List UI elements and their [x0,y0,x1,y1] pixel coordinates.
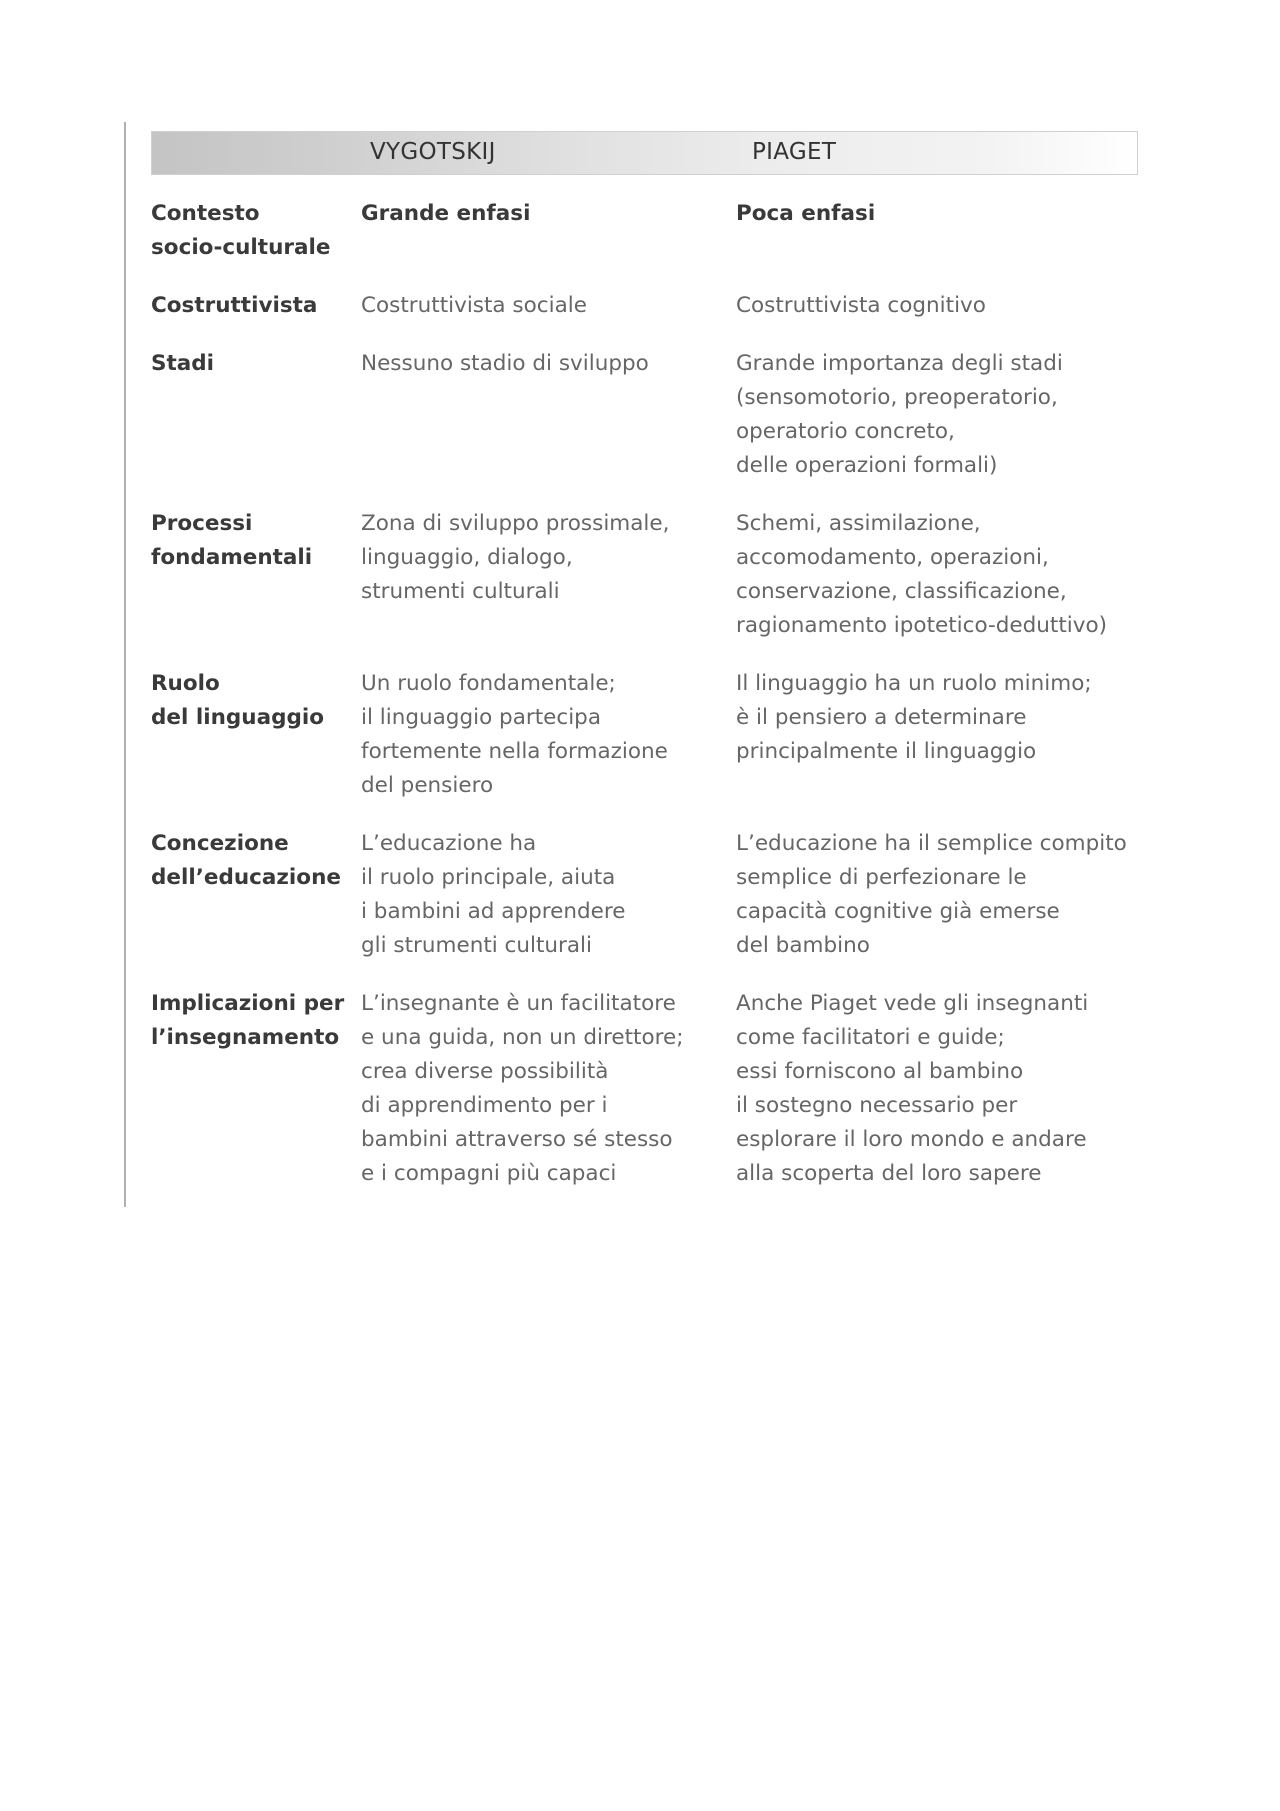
piaget-cell: L’educazione ha il semplice compito semplice di perfezionare le capacità cognitive già emerse del bambino [736,831,1127,958]
row-label: Concezione dell’educazione [151,831,341,890]
piaget-cell: Grande importanza degli stadi (sensomotorio, preoperatorio, operatorio concreto, delle operazioni formali) [736,351,1063,478]
vygotskij-cell: Costruttivista sociale [361,293,587,318]
page-margin-rule [124,122,126,1207]
row-label: Implicazioni per l’insegnamento [151,991,345,1050]
row-label: Stadi [151,351,215,376]
table-row [151,827,1138,963]
table-row [151,197,1138,265]
piaget-cell: Schemi, assimilazione, accomodamento, operazioni, conservazione, classificazione, ragionamento ipotetico-deduttivo) [736,511,1108,638]
table-row [151,347,1138,483]
row-label: Costruttivista [151,293,318,318]
piaget-cell: Poca enfasi [736,201,876,226]
vygotskij-cell: Grande enfasi [361,201,531,226]
piaget-cell: Anche Piaget vede gli insegnanti come facilitatori e guide; essi forniscono al bambino il sostegno necessario per esplorare il loro mondo e andare alla scoperta del loro sapere [736,991,1089,1186]
row-label: Ruolo del linguaggio [151,671,324,730]
row-label: Contesto socio-culturale [151,201,331,260]
vygotskij-cell: L’educazione ha il ruolo principale, aiuta i bambini ad apprendere gli strumenti culturali [361,831,626,958]
row-label: Processi fondamentali [151,511,313,570]
table-row [151,507,1138,643]
piaget-cell: Il linguaggio ha un ruolo minimo; è il pensiero a determinare principalmente il linguaggio [736,671,1092,764]
table-row [151,667,1138,803]
header-vygotskij: VYGOTSKIJ [370,139,496,165]
vygotskij-cell: Nessuno stadio di sviluppo [361,351,649,376]
comparison-table [151,131,1138,1215]
table-body [151,197,1138,1191]
table-row [151,987,1138,1191]
table-row [151,289,1138,323]
header-piaget: PIAGET [752,139,837,165]
vygotskij-cell: L’insegnante è un facilitatore e una guida, non un direttore; crea diverse possibilità di apprendimento per i bambini attraverso sé stesso e i compagni più capaci [361,991,684,1186]
table-header [151,131,1138,175]
piaget-cell: Costruttivista cognitivo [736,293,986,318]
vygotskij-cell: Zona di sviluppo prossimale, linguaggio, dialogo, strumenti culturali [361,511,670,604]
vygotskij-cell: Un ruolo fondamentale; il linguaggio partecipa fortemente nella formazione del pensiero [361,671,668,798]
